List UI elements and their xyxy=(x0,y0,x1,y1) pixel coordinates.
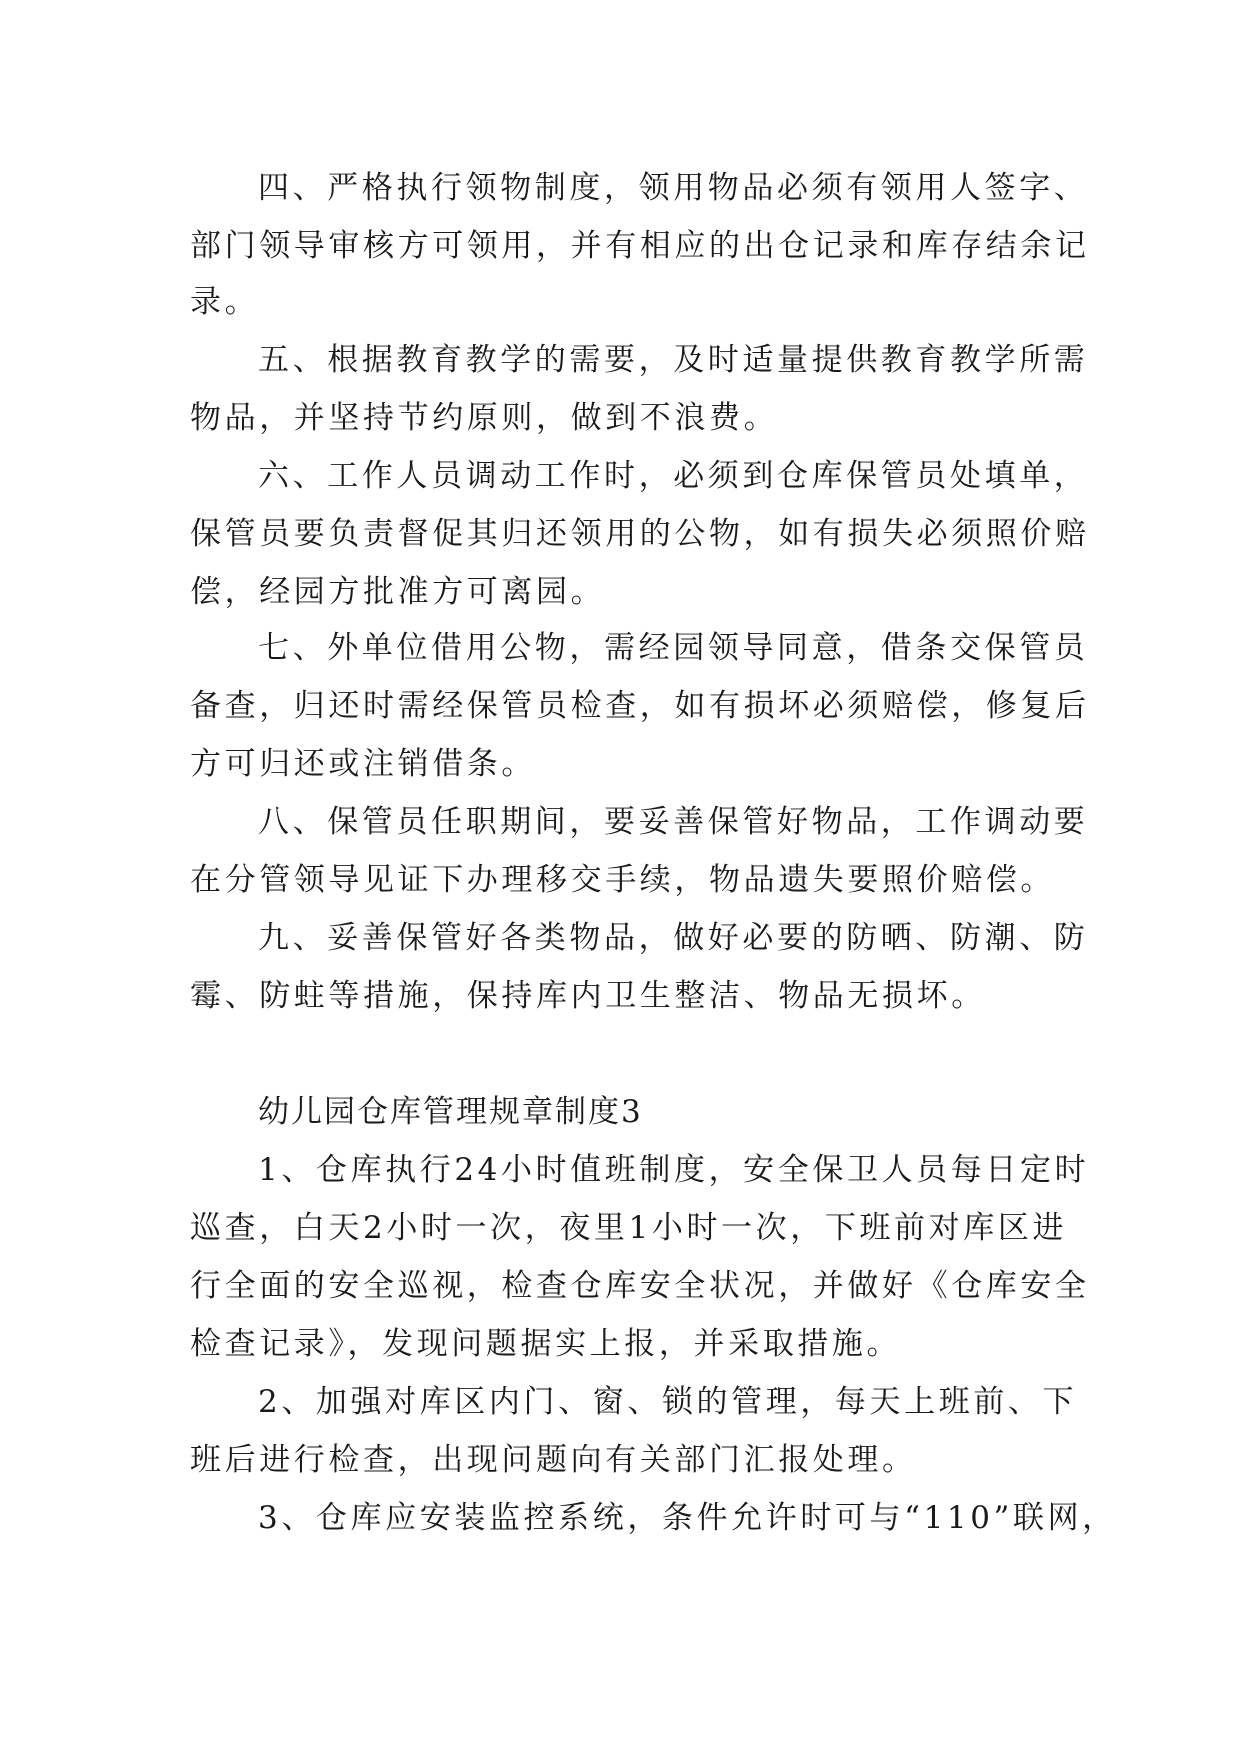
paragraph-7-line-1: 七、外单位借用公物，需经园领导同意，借条交保管员 xyxy=(258,630,1089,666)
rule-1-line-3: 行全面的安全巡视，检查仓库安全状况，并做好《仓库安全 xyxy=(190,1268,1090,1304)
paragraph-5-line-2: 物品，并坚持节约原则，做到不浪费。 xyxy=(190,400,779,436)
paragraph-9-line-2: 霉、防蛀等措施，保持库内卫生整洁、物品无损坏。 xyxy=(190,978,986,1014)
paragraph-5-line-1: 五、根据教育教学的需要，及时适量提供教育教学所需 xyxy=(258,342,1089,378)
rule-2-line-2: 班后进行检查，出现问题向有关部门汇报处理。 xyxy=(190,1442,917,1478)
paragraph-8-line-2: 在分管领导见证下办理移交手续，物品遗失要照价赔偿。 xyxy=(190,862,1055,898)
paragraph-7-line-2: 备查，归还时需经保管员检查，如有损坏必须赔偿，修复后 xyxy=(190,688,1090,724)
rule-3-line-1: 3、仓库应安装监控系统，条件允许时可与“110”联网， xyxy=(258,1500,1117,1536)
paragraph-7-line-3: 方可归还或注销借条。 xyxy=(190,746,536,782)
paragraph-6-line-2: 保管员要负责督促其归还领用的公物，如有损失必须照价赔 xyxy=(190,516,1090,552)
rule-1-line-1: 1、仓库执行24小时值班制度，安全保卫人员每日定时 xyxy=(258,1152,1090,1188)
rule-1-line-2: 巡查，白天2小时一次，夜里1小时一次，下班前对库区进 xyxy=(190,1210,1068,1246)
section-heading: 幼儿园仓库管理规章制度3 xyxy=(258,1094,643,1130)
paragraph-6-line-3: 偿，经园方批准方可离园。 xyxy=(190,574,606,610)
paragraph-4-line-3: 录。 xyxy=(190,284,260,320)
rule-2-line-1: 2、加强对库区内门、窗、锁的管理，每天上班前、下 xyxy=(258,1384,1078,1420)
rule-1-line-4: 检查记录》，发现问题据实上报，并采取措施。 xyxy=(190,1326,902,1362)
paragraph-6-line-1: 六、工作人员调动工作时，必须到仓库保管员处填单， xyxy=(258,458,1089,494)
paragraph-8-line-1: 八、保管员任职期间，要妥善保管好物品，工作调动要 xyxy=(258,804,1089,840)
paragraph-4-line-1: 四、严格执行领物制度，领用物品必须有领用人签字、 xyxy=(258,170,1089,206)
paragraph-9-line-1: 九、妥善保管好各类物品，做好必要的防晒、防潮、防 xyxy=(258,920,1089,956)
paragraph-4-line-2: 部门领导审核方可领用，并有相应的出仓记录和库存结余记 xyxy=(190,228,1090,264)
